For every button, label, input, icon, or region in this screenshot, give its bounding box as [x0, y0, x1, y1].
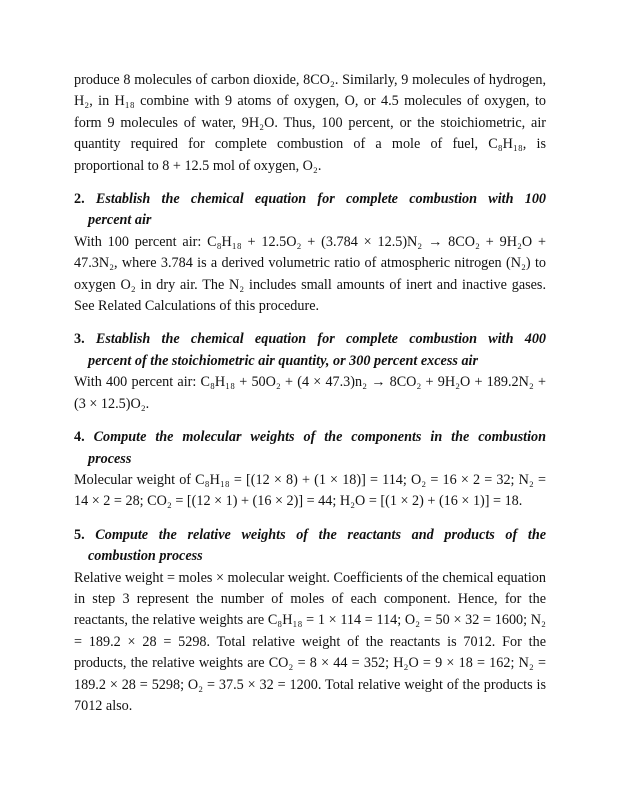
step-title-continued: percent air [88, 212, 152, 229]
step-title-continued: process [88, 450, 132, 467]
step-number: 4. [74, 429, 85, 446]
step-title: Compute the relative weights of the reactants and products of the [95, 526, 547, 543]
step-body: Molecular weight of C₈H₁₈ = [(12 × 8) + (1 × 18)] = 114; O₂ = 16 × 2 = 32; N₂ = 14 × 2 = 28; CO₂ = [(12 × 1) + (16 × 2)] = 44; H₂O = [(1 × 2) + (16 × 1)] = 18. [74, 471, 546, 510]
step-body: Relative weight = moles × molecular weight. Coefficients of the chemical equation in step 3 represent the number of moles of each component. Hence, for the reactants, the relative weights are C₈H₁₈ = 1 × 114 = 114; O₂ = 50 × 32 = 1600; N₂ = 189.2 × 28 = 5298. Total relative weight of the reactants is 7012. For the products, the relative weights are CO₂ = 8 × 44 = 352; H₂O = 9 × 18 = 162; N₂ = 189.2 × 28 = 5298; O₂ = 37.5 × 32 = 1200. Total relative weight of the products is 7012 also. [74, 569, 546, 714]
step-heading [74, 329, 546, 372]
step-3 [74, 329, 546, 415]
step-heading [74, 525, 546, 568]
step-2 [74, 189, 546, 317]
step-heading-line1 [74, 427, 546, 448]
step-4 [74, 427, 546, 513]
step-heading [74, 427, 546, 470]
step-title: Compute the molecular weights of the components in the combustion [93, 429, 546, 446]
step-heading-line1 [74, 189, 546, 210]
intro-paragraph: produce 8 molecules of carbon dioxide, 8CO₂. Similarly, 9 molecules of hydrogen, H₂, in H₁₈ combine with 9 atoms of oxygen, O, or 4.5 molecules of oxygen, to form 9 molecules of water, 9H₂O. Thus, 100 percent, or the stoichiometric, air quantity required for complete combustion of a mole of fuel, C₈H₁₈, is proportional to 8 + 12.5 mol of oxygen, O₂. [74, 72, 546, 174]
step-number: 2. [74, 191, 85, 208]
step-number: 3. [74, 331, 85, 348]
step-body: With 100 percent air: C₈H₁₈ + 12.5O₂ + (3.784 × 12.5)N₂ → 8CO₂ + 9H₂O + 47.3N₂, where 3.784 is a derived volumetric ratio of atmospheric nitrogen (N₂) to oxygen O₂ in dry air. The N₂ includes small amounts of inert and inactive gases. See Related Calculations of this procedure. [74, 233, 546, 315]
document-page [74, 70, 546, 717]
step-title: Establish the chemical equation for complete combustion with 100 [95, 191, 547, 208]
step-heading [74, 189, 546, 232]
step-heading-line1 [74, 329, 546, 350]
step-title-continued: combustion process [88, 548, 203, 565]
step-title-continued: percent of the stoichiometric air quantity, or 300 percent excess air [88, 352, 478, 369]
step-body: With 400 percent air: C₈H₁₈ + 50O₂ + (4 × 47.3)n₂ → 8CO₂ + 9H₂O + 189.2N₂ + (3 × 12.5)O₂. [74, 374, 546, 412]
step-heading-line1 [74, 525, 546, 546]
step-number: 5. [74, 526, 85, 543]
step-title: Establish the chemical equation for complete combustion with 400 [95, 331, 547, 348]
step-5 [74, 525, 546, 718]
